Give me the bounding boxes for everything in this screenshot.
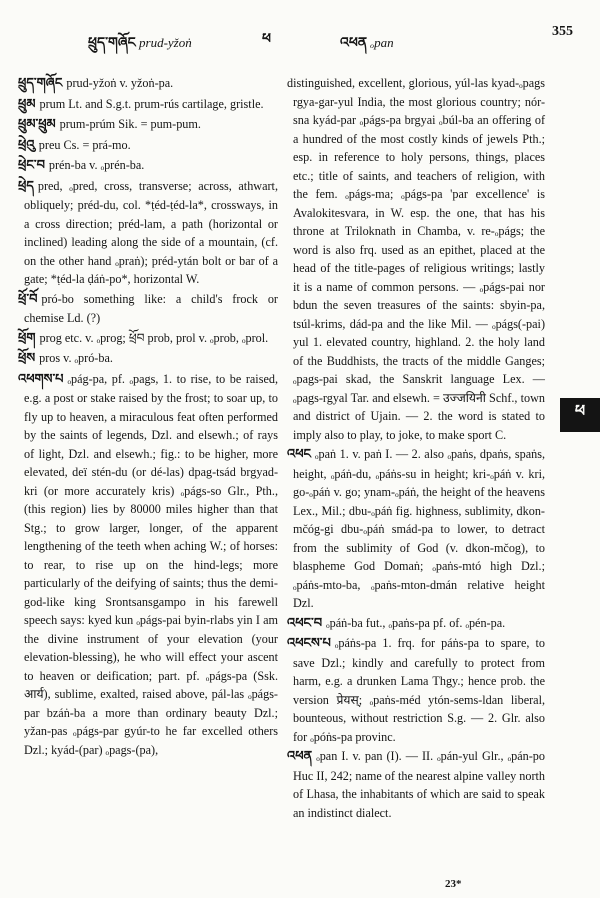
running-head-left bbox=[88, 26, 192, 66]
entry-headword: ཕྲུམ་ཕྲུམ bbox=[18, 117, 56, 132]
dictionary-entry bbox=[287, 634, 545, 746]
entry-definition: prum Lt. and S.g.t. prum-rús cartilage, gristle. bbox=[39, 96, 264, 111]
dictionary-entry bbox=[18, 349, 278, 369]
page-number: 355 bbox=[552, 24, 573, 39]
entry-definition: preu Cs. = prá-mo. bbox=[38, 137, 131, 152]
entry-definition: ₒpaṅ 1. v. paṅ I. — 2. also ₒpaṅs, dpaṅs, spaṅs, height, ₒpáṅ-du, ₒpáṅs-su in height; kri-ₒpáṅ v. kri, go-ₒpáṅ v. go; ynam-ₒpáṅ, the height of the heavens Lex., Mil.; dbu-ₒpáṅ fig. highness, sublimity, dkon-mčóg-gi dbu-ₒpáṅ smád-pa to lower, to detract from the sublimity of God (v. dkon-mčog), to blaspheme God Domaṅ; ₒpaṅs-mtó high Dzl.; ₒpáṅs-mto-ba, ₒpaṅs-mton-dmán relative height Dzl. bbox=[293, 447, 545, 610]
entry-headword: ཕྲུམ bbox=[18, 96, 36, 112]
dictionary-entry bbox=[18, 329, 278, 349]
entry-headword: འཕགས་པ bbox=[18, 371, 64, 387]
entry-headword: འཕང་བ bbox=[287, 615, 323, 631]
dictionary-entry bbox=[18, 115, 278, 135]
dictionary-entry bbox=[287, 747, 545, 822]
entry-definition: prén-ba v. ₒprén-ba. bbox=[48, 158, 145, 172]
section-letter: ཕ bbox=[262, 31, 271, 47]
entry-definition: prum-prúm Sik. = pum-pum. bbox=[59, 117, 201, 131]
entry-definition: distinguished, excellent, glorious, yúl-las kyad-ₒpags rgya-gar-yul India, the most glorious country; nór-sna kyád-par ₒpágs-pa brgyai ₒbúl-ba an offering of a hundred of the most costly kinds of jewels Pth.; esp. in reference to holy persons, things, places etc.; title of saints, and teachers of religion, with the fem. ₒpágs-ma; ₒpágs-pa 'par excellence' is Avalokitesvara, in W. esp. the one, that has his throne at Triloknath in Chamba, v. re-ₒpágs; the word is also frq. used as an epithet, placed at the head of the title-pages of religious writings; lastly it is a name of common persons. — ₒpágs-pai nor bdun the seven treasures of the saints: sbyin-pa, tsúl-krims, dád-pa and the like Mil. — ₒpágs(-pai) yul 1. elevated country, highland. 2. the holy land of the Buddhists, the tracts of the middle Ganges; ₒpags-pai skad, the Sanskrit language Lex. — ₒpags-rgyal Tar. and elsewh. = उज्जयिनी Schf., town and district of Ujain. — 2. the word is stated to imply also to play, to joke, to make sport C. bbox=[287, 76, 545, 442]
entry-definition: pred, ₒpred, cross, transverse; across, athwart, obliquely; préd-du, col. *ṭéd-ṭéd-la*, crossways, in a cross direction; préd-lam, a path (horizontal or inclined) leading along the side of a mountain, (cf. on the other hand ₒpraṅ); préd-ytán bolt or bar of a gate; *ṭéd-la ḍáṅ-po*, horizontal W. bbox=[24, 178, 278, 286]
running-head-right-tibetan: འཕན bbox=[340, 35, 368, 51]
entry-headword: ཕྲོས bbox=[18, 351, 36, 366]
dictionary-entry bbox=[18, 95, 278, 115]
entry-headword: འཕངས་པ bbox=[287, 636, 331, 651]
entry-definition: prog etc. v. ₒprog; ཕྲོབ prob, prol v. ₒprob, ₒprol. bbox=[39, 330, 269, 345]
running-head-right-translit: ₒpan bbox=[370, 35, 394, 50]
entry-definition: pró-bo something like: a child's frock or chemise Ld. (?) bbox=[24, 291, 278, 325]
signature-mark: 23* bbox=[445, 878, 462, 890]
entry-definition: ₒpáṅs-pa 1. frq. for páṅs-pa to spare, to save Dzl.; kindly and carefully to protect from harm, e.g. a drunken Lama Thgy.; hence prob. the version प्रेयस्; ₒpaṅs-méd ytón-sems-ldan liberal, bounteous, without restriction S.g. — 2. Glr. also for ₒpóṅs-pa provinc. bbox=[293, 636, 545, 744]
entry-headword: ཕྲེའུ bbox=[18, 137, 35, 153]
entry-definition: ₒpan I. v. pan (I). — II. ₒpán-yul Glr., ₒpán-po Huc II, 242; name of the nearest alpine valley north of Lhasa, the inhabitants of which are said to speak an indistinct dialect. bbox=[293, 749, 545, 820]
dictionary-entry bbox=[18, 177, 278, 289]
entry-definition: prud-yžoṅ v. yžoṅ-pa. bbox=[66, 76, 174, 90]
left-column bbox=[18, 74, 278, 760]
dictionary-entry bbox=[18, 156, 278, 176]
entry-headword: ཕྲེང་བ bbox=[18, 158, 45, 173]
dictionary-entry bbox=[287, 614, 545, 634]
running-head-left-translit: prud-yžoṅ bbox=[139, 35, 192, 50]
entry-headword: ཕྲོ་བོ bbox=[18, 291, 38, 307]
entry-headword: ཕྲོག bbox=[18, 330, 36, 346]
entry-headword: ཕྲུད་གཞོང bbox=[18, 76, 63, 91]
entry-headword: འཕན bbox=[287, 749, 313, 764]
running-head-right bbox=[340, 26, 394, 66]
dictionary-entry bbox=[287, 74, 545, 444]
dictionary-entry bbox=[287, 445, 545, 613]
thumb-index-tab: ཕ bbox=[560, 398, 600, 432]
entry-headword: འཕང bbox=[287, 447, 312, 462]
dictionary-entry bbox=[18, 370, 278, 760]
dictionary-entry bbox=[18, 136, 278, 156]
dictionary-entry bbox=[18, 290, 278, 328]
right-column bbox=[287, 74, 545, 823]
entry-definition: ₒpáṅ-ba fut., ₒpaṅs-pa pf. of. ₒpén-pa. bbox=[326, 615, 506, 630]
entry-headword: ཕྲེད bbox=[18, 178, 34, 194]
entry-definition: ₒpág-pa, pf. ₒpags, 1. to rise, to be raised, e.g. a post or stake raised by the frost; to soar up, to fly up to heaven, a miraculous feat often performed by the saints of legends, Dzl. and elsewh.; of rays of light, Dzl. and elsewh.; fig.: to be higher, more elevated, deï stén-du (or dé-las) dpag-tsád brgyad-kri (or more accurately kris) ₒpágs-so Glr., Pth., (this region) lies by 80000 miles higher than that Stg.; to grow larger, longer, of the apparent lengthening of the teeth when aching W.; of horses: to rear, to rise up on the hind-legs; more particularly of the deifying of saints; thus the demi-god-like king Srontsansgampo in his farewell speech says: kyed kun ₒpágs-pai byin-rlabs yin I am the divine instrument of your elevation (your elevation-blessing), he who will effect your ascent to heaven or deification; part. pf. ₒpágs-pa (Ssk. आर्य), sublime, exalted, raised above, pál-las ₒpágs-par bzáṅ-ba a more than ordinary beauty Dzl.; yžan-pas ₒpágs-par gyúr-to he far excelled others Dzl.; kyád-(par) ₒpags-(pa), bbox=[24, 371, 278, 757]
running-head-left-tibetan: ཕྲུད་གཞོང bbox=[88, 35, 136, 51]
dictionary-entry bbox=[18, 74, 278, 94]
entry-definition: pros v. ₒpró-ba. bbox=[39, 351, 113, 365]
